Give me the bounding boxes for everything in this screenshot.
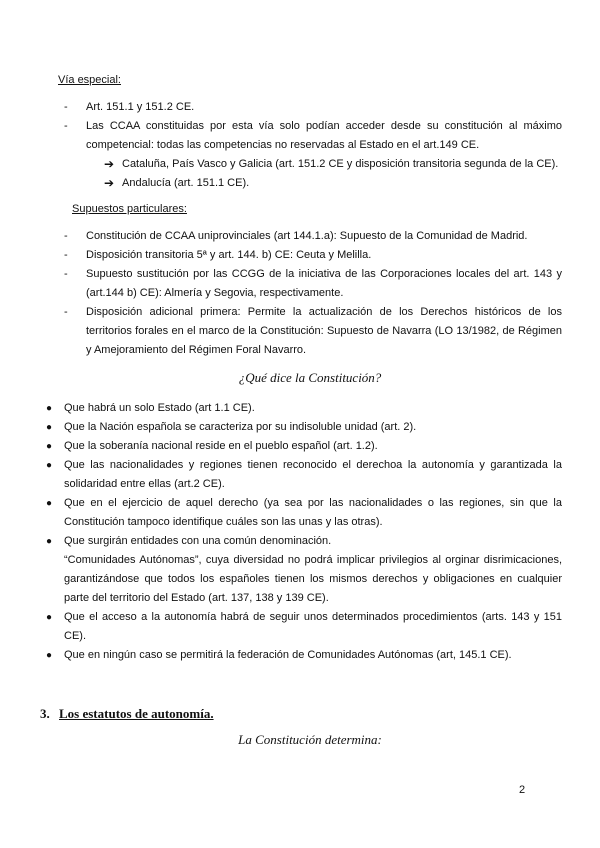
supuestos-list [64, 227, 562, 360]
list-item: - Constitución de CCAA uniprovinciales (art 144.1.a): Supuesto de la Comunidad de Madrid. [64, 227, 562, 246]
list-item: ● Que en ningún caso se permitirá la federación de Comunidades Autónomas (art, 145.1 CE). [46, 646, 562, 665]
dash-marker: - [64, 230, 68, 242]
dash-marker: - [64, 120, 68, 132]
via-especial-heading: Vía especial: [58, 74, 121, 86]
bullet-icon: ● [46, 422, 53, 433]
arrow-right-icon: ➔ [104, 176, 115, 190]
list-continuation: “Comunidades Autónomas”, cuya diversidad no podrá implicar privilegios al orginar disrimicaciones, garantizándose que todos los españoles tienen los mismos derechos y obligaciones en cualquier parte del territorio del Estado (art. 137, 138 y 139 CE). [64, 554, 562, 604]
bullet-icon: ● [46, 498, 53, 509]
list-item: - Disposición adicional primera: Permite la actualización de los Derechos históricos de los territorios forales en el marco de la Constitución: Supuesto de Navarra (LO 13/1982, de Régimen y Amejoramiento del Régimen Foral Navarro. [64, 303, 562, 360]
constitucion-heading: ¿Qué dice la Constitución? [238, 370, 382, 385]
supuestos-heading: Supuestos particulares: [72, 203, 187, 215]
list-item: ● Que habrá un solo Estado (art 1.1 CE). [46, 399, 562, 418]
list-item: ● Que surgirán entidades con una común denominación. [46, 532, 562, 551]
section-heading [40, 706, 214, 722]
dash-marker: - [64, 249, 68, 261]
bullet-icon: ● [46, 441, 53, 452]
constitucion-list [46, 399, 562, 665]
list-item: - Las CCAA constituidas por esta vía solo podían acceder desde su constitución al máximo competencial: todas las competencias no reservadas al Estado en el art.149 CE. [64, 117, 562, 155]
bullet-icon: ● [46, 403, 53, 414]
bullet-icon: ● [46, 650, 53, 661]
list-item: ● Que la soberanía nacional reside en el pueblo español (art. 1.2). [46, 437, 562, 456]
via-especial-list [64, 98, 562, 155]
list-item: ● Que las nacionalidades y regiones tienen reconocido el derechoa la autonomía y garantizada la solidaridad entre ellas (art.2 CE). [46, 456, 562, 494]
dash-marker: - [64, 268, 68, 280]
dash-marker: - [64, 306, 68, 318]
list-item: ➔ Cataluña, País Vasco y Galicia (art. 151.2 CE y disposición transitoria segunda de la CE). [104, 155, 558, 174]
page-number: 2 [519, 784, 526, 796]
bullet-icon: ● [46, 460, 53, 471]
list-item: - Disposición transitoria 5ª y art. 144. b) CE: Ceuta y Melilla. [64, 246, 562, 265]
dash-marker: - [64, 101, 68, 113]
bullet-icon: ● [46, 612, 53, 623]
list-item: ● Que la Nación española se caracteriza por su indisoluble unidad (art. 2). [46, 418, 562, 437]
list-item: - Art. 151.1 y 151.2 CE. [64, 98, 562, 117]
list-item: ● Que el acceso a la autonomía habrá de seguir unos determinados procedimientos (arts. 143 y 151 CE). [46, 608, 562, 646]
estatutos-subheading: La Constitución determina: [238, 732, 382, 747]
arrow-right-icon: ➔ [104, 157, 115, 171]
via-especial-sublist [104, 155, 558, 193]
list-item: ● Que en el ejercicio de aquel derecho (ya sea por las nacionalidades o las regiones, sin que la Constitución tampoco identifique cuáles son las unas y las otras). [46, 494, 562, 532]
section-number: 3. [40, 706, 50, 721]
list-item: ➔ Andalucía (art. 151.1 CE). [104, 174, 558, 193]
section-title: Los estatutos de autonomía. [59, 706, 214, 721]
bullet-icon: ● [46, 536, 53, 547]
list-item: - Supuesto sustitución por las CCGG de la iniciativa de las Corporaciones locales del art. 143 y (art.144 b) CE): Almería y Segovia, respectivamente. [64, 265, 562, 303]
